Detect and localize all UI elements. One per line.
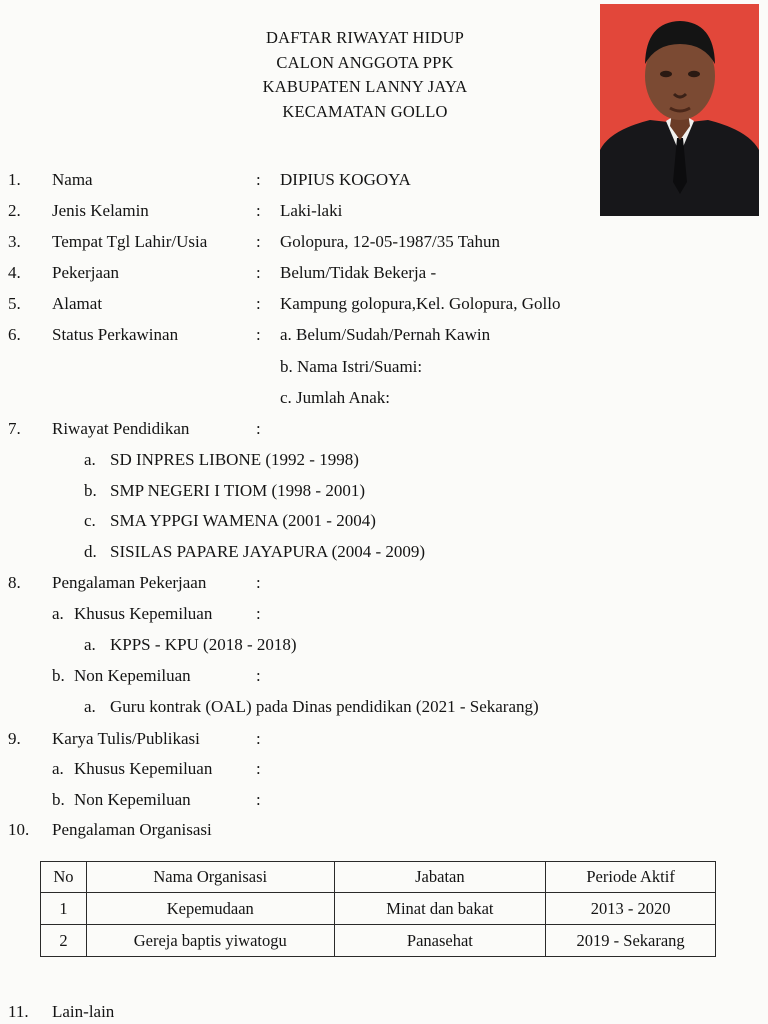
field-tempat-tgl-lahir [0,230,768,254]
field-value: Belum/Tidak Bekerja - [280,263,437,282]
item-text: SMP NEGERI I TIOM (1998 - 2001) [110,481,365,500]
work-item [0,695,768,719]
sub-letter: b. [52,666,65,685]
field-colon: : [256,263,261,282]
subsection-non-kepemiluan [0,788,768,812]
field-label: Alamat [52,294,103,313]
section-label: Pengalaman Pekerjaan [52,573,207,592]
sub-label: Khusus Kepemiluan [74,759,213,778]
table-header-row [41,862,716,893]
field-value: DIPIUS KOGOYA [280,170,411,189]
subsection-non-kepemiluan [0,664,768,688]
table-header-cell: Jabatan [334,862,546,893]
organization-table [40,861,716,957]
sub-colon: : [256,790,261,809]
title-line: DAFTAR RIWAYAT HIDUP [266,28,464,47]
table-header-cell: Nama Organisasi [86,862,334,893]
table-cell: Kepemudaan [86,893,334,925]
field-value: Laki-laki [280,201,343,220]
table-header-cell: Periode Aktif [546,862,716,893]
field-colon: : [256,294,261,313]
field-colon: : [256,170,261,189]
sub-label: Khusus Kepemiluan [74,604,213,623]
field-alamat [0,292,768,316]
field-jenis-kelamin [0,199,768,223]
title-line: KABUPATEN LANNY JAYA [262,77,468,96]
field-colon: : [256,232,261,251]
education-item [0,448,768,472]
sub-colon: : [256,759,261,778]
item-letter: c. [84,511,96,530]
sub-colon: : [256,666,261,685]
section-lain-lain [0,1000,768,1024]
item-text: SD INPRES LIBONE (1992 - 1998) [110,450,359,469]
section-pengalaman-pekerjaan [0,571,768,595]
sub-letter: b. [52,790,65,809]
education-item [0,540,768,564]
field-colon: : [256,201,261,220]
section-label: Lain-lain [52,1002,115,1021]
table-cell: Panasehat [334,925,546,957]
field-colon: : [256,325,261,344]
field-label: Jenis Kelamin [52,201,149,220]
title-line: KECAMATAN GOLLO [282,101,448,121]
field-number: 6. [8,325,21,344]
item-text: SMA YPPGI WAMENA (2001 - 2004) [110,511,376,530]
section-label: Pengalaman Organisasi [52,820,212,839]
section-number: 9. [8,729,21,748]
field-value: a. Belum/Sudah/Pernah Kawin [280,325,491,344]
table-cell: 2013 - 2020 [546,893,716,925]
sub-letter: a. [52,604,64,623]
item-letter: a. [84,697,96,716]
field-value: b. Nama Istri/Suami: [280,357,423,376]
item-letter: d. [84,542,97,561]
field-label: Nama [52,170,93,189]
table-row [41,925,716,957]
sub-colon: : [256,604,261,623]
table-cell: Gereja baptis yiwatogu [86,925,334,957]
field-pekerjaan [0,261,768,285]
field-number: 4. [8,263,21,282]
section-label: Karya Tulis/Publikasi [52,729,200,748]
education-item [0,509,768,533]
field-number: 2. [8,201,21,220]
item-text: Guru kontrak (OAL) pada Dinas pendidikan (2021 - Sekarang) [110,697,539,716]
field-nama [0,168,768,192]
table-cell: 2 [41,925,87,957]
field-label: Status Perkawinan [52,325,179,344]
table-header-cell: No [41,862,87,893]
field-value: c. Jumlah Anak: [280,388,391,407]
field-label: Tempat Tgl Lahir/Usia [52,232,208,251]
item-letter: a. [84,635,96,654]
section-number: 10. [8,820,30,839]
section-number: 8. [8,573,21,592]
item-letter: a. [84,450,96,469]
field-status-perkawinan [0,323,768,347]
field-number: 1. [8,170,21,189]
subsection-khusus-kepemiluan [0,602,768,626]
document-title [190,26,540,124]
field-number: 5. [8,294,21,313]
section-pengalaman-organisasi [0,818,768,842]
item-text: KPPS - KPU (2018 - 2018) [110,635,297,654]
item-text: SISILAS PAPARE JAYAPURA (2004 - 2009) [110,542,426,561]
table-row [41,893,716,925]
sub-label: Non Kepemiluan [74,790,191,809]
field-jumlah-anak [0,386,768,410]
table-cell: Minat dan bakat [334,893,546,925]
section-label: Riwayat Pendidikan [52,419,190,438]
item-letter: b. [84,481,97,500]
section-karya-tulis [0,727,768,751]
sub-letter: a. [52,759,64,778]
field-value: Golopura, 12-05-1987/35 Tahun [280,232,500,251]
field-nama-istri-suami [0,355,768,379]
field-label: Pekerjaan [52,263,120,282]
section-number: 7. [8,419,21,438]
sub-label: Non Kepemiluan [74,666,191,685]
table-cell: 1 [41,893,87,925]
work-item [0,633,768,657]
education-item [0,479,768,503]
table-cell: 2019 - Sekarang [546,925,716,957]
title-line: CALON ANGGOTA PPK [276,52,454,72]
section-colon: : [256,419,261,438]
subsection-khusus-kepemiluan [0,757,768,781]
section-riwayat-pendidikan [0,417,768,441]
section-colon: : [256,573,261,592]
section-colon: : [256,729,261,748]
field-value: Kampung golopura,Kel. Golopura, Gollo [280,294,561,313]
section-number: 11. [8,1002,29,1021]
field-number: 3. [8,232,21,251]
